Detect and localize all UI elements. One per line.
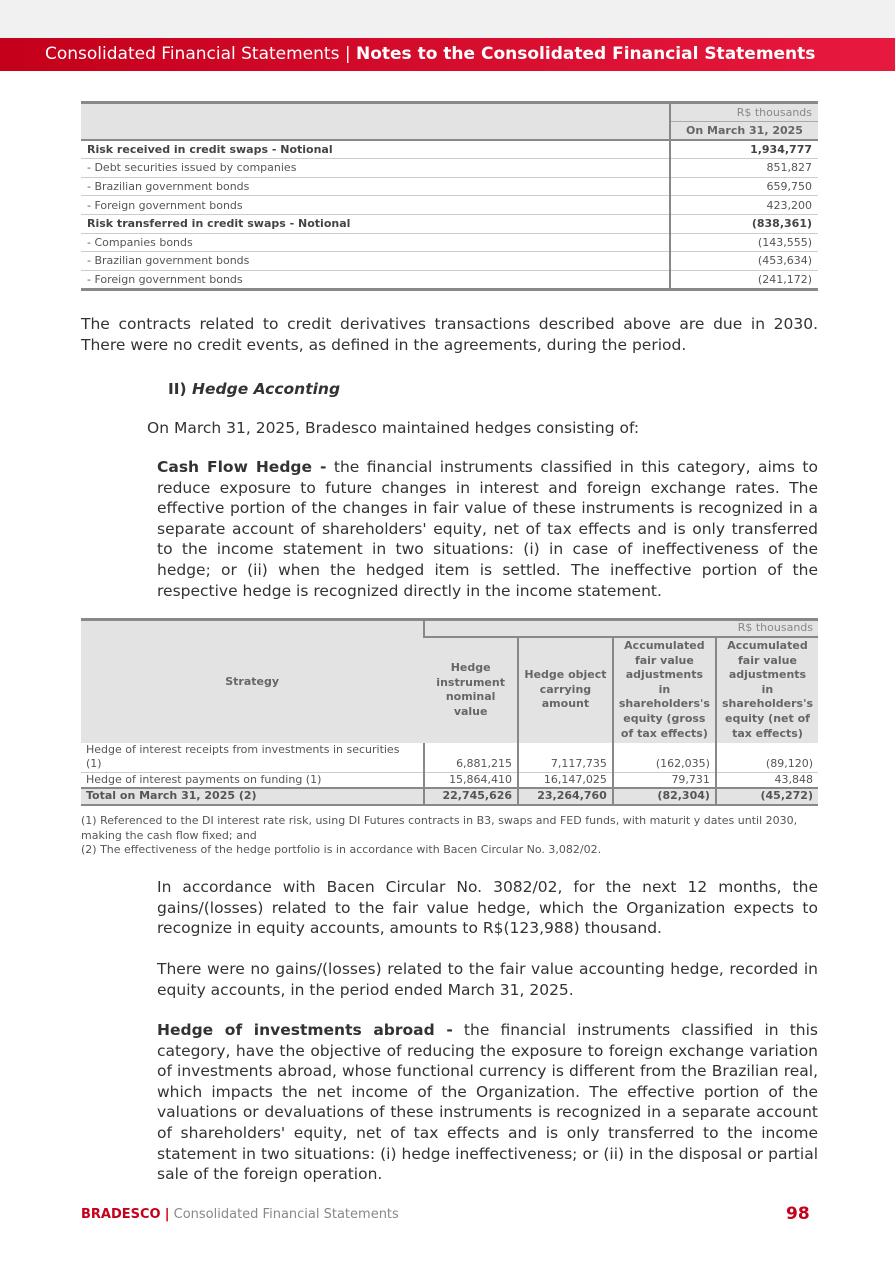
- row-value: 659,750: [670, 177, 818, 196]
- bacen-paragraph: In accordance with Bacen Circular No. 3082/02, for the next 12 months, the gains/(losses) related to the fair value hedge, which the Organization expects to recognize in equity accounts, amounts to R$(123,988) thousand.: [157, 878, 818, 938]
- section-heading: II) Hedge Acconting: [168, 380, 341, 398]
- cell: 6,881,215: [424, 743, 518, 773]
- table-row: [81, 140, 818, 159]
- table-row: [81, 772, 818, 788]
- col-gross: Accumulated fair value adjustments in shareholders's equity (gross of tax effects): [613, 637, 716, 743]
- footnote-2: (2) The effectiveness of the hedge portfolio is in accordance with Bacen Circular No. 3,082/02.: [81, 843, 602, 857]
- table-row: [81, 177, 818, 196]
- row-value: 1,934,777: [670, 140, 818, 159]
- unit-label: R$ thousands: [670, 103, 818, 122]
- cell: (45,272): [716, 788, 818, 805]
- cell: 22,745,626: [424, 788, 518, 805]
- row-value: 423,200: [670, 196, 818, 215]
- page-number: 98: [786, 1204, 810, 1224]
- col-net: Accumulated fair value adjustments in shareholders's equity (net of tax effects): [716, 637, 818, 743]
- cell: 15,864,410: [424, 772, 518, 788]
- footnotes: [81, 814, 818, 858]
- cell: 23,264,760: [518, 788, 613, 805]
- brand: BRADESCO: [81, 1207, 161, 1222]
- hedges-intro: On March 31, 2025, Bradesco maintained hedges consisting of:: [147, 419, 640, 437]
- footer: BRADESCO | Consolidated Financial Statements: [81, 1207, 399, 1222]
- cell: Hedge of interest payments on funding (1): [86, 772, 322, 786]
- cell: (162,035): [613, 743, 716, 773]
- row-label: - Foreign government bonds: [81, 196, 670, 215]
- cell: (82,304): [613, 788, 716, 805]
- footnote-1: (1) Referenced to the DI interest rate risk, using DI Futures contracts in B3, swaps and FED funds, with maturit y dates until 2030, making the cash flow fixed; and: [81, 814, 798, 842]
- cell: 7,117,735: [518, 743, 613, 773]
- header-title: Notes to the Consolidated Financial Statements: [355, 44, 816, 64]
- col-carrying: Hedge object carrying amount: [518, 637, 613, 743]
- top-strip: [0, 0, 895, 38]
- header-section: Consolidated Financial Statements: [45, 44, 340, 64]
- row-label: - Foreign government bonds: [81, 270, 670, 289]
- table-row: [81, 233, 818, 252]
- row-label: - Brazilian government bonds: [81, 252, 670, 271]
- total-row: [81, 788, 818, 805]
- cell: (89,120): [716, 743, 818, 773]
- row-label: - Debt securities issued by companies: [81, 159, 670, 178]
- table-row: [81, 214, 818, 233]
- cash-flow-hedge-paragraph: Cash Flow Hedge - the financial instruments classified in this category, aims to reduce exposure to future changes in interest and foreign exchange rates. The effective portion of the changes in fair value of these instruments is recognized in a separate account of shareholders' equity, net of tax effects and is only transferred to the income statement in two situations: (i) in case of ineffectiveness of the hedge; or (ii) when the hedged item is settled. The ineffective portion of the respective hedge is recognized directly in the income statement.: [157, 458, 818, 600]
- row-value: (143,555): [670, 233, 818, 252]
- column-header: On March 31, 2025: [670, 122, 818, 141]
- credit-swaps-table: [81, 101, 818, 291]
- no-gains-paragraph: There were no gains/(losses) related to the fair value accounting hedge, recorded in equity accounts, in the period ended March 31, 2025.: [157, 960, 818, 999]
- cell: Hedge of interest receipts from investments in securities (1): [86, 742, 400, 771]
- col-nominal: Hedge instrument nominal value: [424, 637, 518, 743]
- table-row: [81, 743, 818, 773]
- row-value: (453,634): [670, 252, 818, 271]
- cell: 16,147,025: [518, 772, 613, 788]
- unit-label: R$ thousands: [424, 620, 818, 637]
- row-label: Risk received in credit swaps - Notional: [81, 140, 670, 159]
- credit-derivatives-paragraph: The contracts related to credit derivatives transactions described above are due in 2030. There were no credit events, as defined in the agreements, during the period.: [81, 315, 818, 354]
- row-label: - Brazilian government bonds: [81, 177, 670, 196]
- cell: 79,731: [613, 772, 716, 788]
- col-strategy: Strategy: [81, 620, 424, 743]
- row-value: (241,172): [670, 270, 818, 289]
- investments-abroad-paragraph: Hedge of investments abroad - the financial instruments classified in this category, have the objective of reducing the exposure to foreign exchange variation of investments abroad, whose functional currency is different from the Brazilian real, which impacts the net income of the Organization. The effective portion of the valuations or devaluations of these instruments is recognized in a separate account of shareholders' equity, net of tax effects and is only transferred to the income statement in two situations: (i) hedge ineffectiveness; or (ii) in the disposal or partial sale of the foreign operation.: [157, 1021, 819, 1184]
- row-value: 851,827: [670, 159, 818, 178]
- header-band: [0, 38, 895, 71]
- table-row: [81, 270, 818, 289]
- cash-flow-hedge-table: [81, 618, 818, 806]
- header-separator: |: [344, 44, 351, 64]
- cell: 43,848: [716, 772, 818, 788]
- row-label: Risk transferred in credit swaps - Notional: [81, 214, 670, 233]
- table-row: [81, 159, 818, 178]
- row-value: (838,361): [670, 214, 818, 233]
- row-label: - Companies bonds: [81, 233, 670, 252]
- table-row: [81, 196, 818, 215]
- footer-text: Consolidated Financial Statements: [173, 1207, 399, 1222]
- table-row: [81, 252, 818, 271]
- cell: Total on March 31, 2025 (2): [81, 788, 424, 805]
